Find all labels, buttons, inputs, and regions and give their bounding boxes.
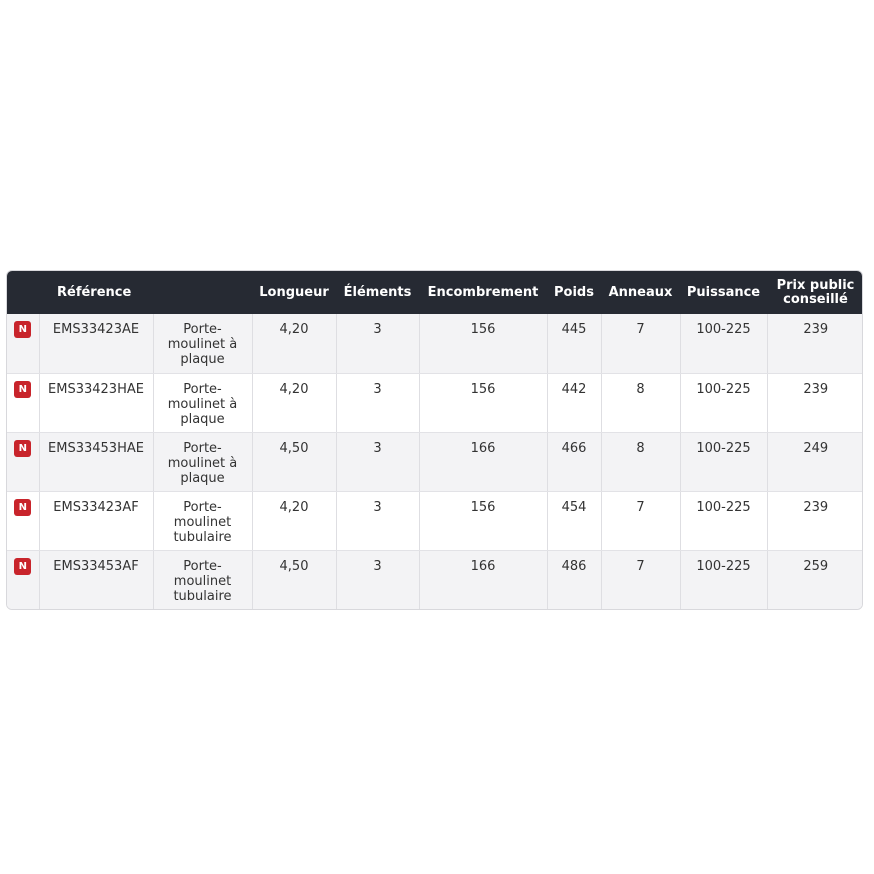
new-badge: N: [14, 558, 31, 575]
table-row: [7, 432, 863, 491]
cell-reference: EMS33423AE: [39, 314, 153, 373]
table-row: [7, 550, 863, 609]
cell-puissance: 100-225: [680, 432, 767, 491]
cell-encombrement: 166: [419, 550, 547, 609]
cell-puissance: 100-225: [680, 314, 767, 373]
cell-puissance: 100-225: [680, 491, 767, 550]
cell-poids: 445: [547, 314, 601, 373]
cell-elements: 3: [336, 432, 419, 491]
header-reference: Référence: [57, 284, 132, 300]
cell-anneaux: 7: [601, 491, 680, 550]
header-anneaux: Anneaux: [608, 284, 673, 300]
cell-encombrement: 166: [419, 432, 547, 491]
product-table: [7, 271, 863, 609]
new-badge: N: [14, 321, 31, 338]
cell-prix: 249: [767, 432, 863, 491]
cell-reference: EMS33453AF: [39, 550, 153, 609]
badge-cell: [7, 432, 39, 491]
cell-elements: 3: [336, 314, 419, 373]
cell-reference: EMS33453HAE: [39, 432, 153, 491]
cell-type: Porte-moulinet tubulaire: [153, 550, 252, 609]
cell-prix: 239: [767, 491, 863, 550]
table-row: [7, 491, 863, 550]
cell-prix: 239: [767, 373, 863, 432]
cell-elements: 3: [336, 373, 419, 432]
header-badge: [7, 271, 39, 314]
cell-reference: EMS33423AF: [39, 491, 153, 550]
cell-longueur: 4,50: [252, 550, 336, 609]
cell-poids: 442: [547, 373, 601, 432]
cell-type: Porte-moulinet à plaque: [153, 373, 252, 432]
cell-encombrement: 156: [419, 373, 547, 432]
table-row: [7, 314, 863, 373]
cell-type: Porte-moulinet tubulaire: [153, 491, 252, 550]
cell-anneaux: 7: [601, 550, 680, 609]
cell-puissance: 100-225: [680, 550, 767, 609]
cell-encombrement: 156: [419, 314, 547, 373]
cell-poids: 466: [547, 432, 601, 491]
cell-poids: 486: [547, 550, 601, 609]
new-badge: N: [14, 440, 31, 457]
cell-type: Porte-moulinet à plaque: [153, 314, 252, 373]
cell-prix: 259: [803, 558, 829, 574]
cell-anneaux: 7: [601, 314, 680, 373]
header-poids: Poids: [554, 284, 594, 300]
badge-cell: [7, 550, 39, 609]
cell-longueur: 4,20: [252, 314, 336, 373]
badge-cell: [7, 314, 39, 373]
cell-reference: EMS33423HAE: [39, 373, 153, 432]
cell-anneaux: 8: [601, 432, 680, 491]
product-table-container: [6, 270, 863, 610]
new-badge: N: [14, 499, 31, 516]
cell-encombrement: 156: [419, 491, 547, 550]
cell-prix: 239: [767, 314, 863, 373]
cell-type: Porte-moulinet à plaque: [153, 432, 252, 491]
header-prix: Prix public conseillé: [776, 277, 855, 307]
badge-cell: [7, 373, 39, 432]
header-elements: Éléments: [343, 284, 412, 300]
cell-poids: 454: [547, 491, 601, 550]
cell-puissance: 100-225: [680, 373, 767, 432]
badge-cell: [7, 491, 39, 550]
cell-elements: 3: [336, 491, 419, 550]
header-longueur: Longueur: [259, 284, 329, 300]
header-puissance: Puissance: [686, 284, 761, 300]
table-header-row: [7, 271, 863, 314]
header-encombrement: Encombrement: [427, 284, 539, 300]
cell-longueur: 4,20: [252, 373, 336, 432]
cell-longueur: 4,20: [252, 491, 336, 550]
cell-longueur: 4,50: [252, 432, 336, 491]
cell-anneaux: 8: [601, 373, 680, 432]
cell-elements: 3: [336, 550, 419, 609]
table-row: [7, 373, 863, 432]
new-badge: N: [14, 381, 31, 398]
